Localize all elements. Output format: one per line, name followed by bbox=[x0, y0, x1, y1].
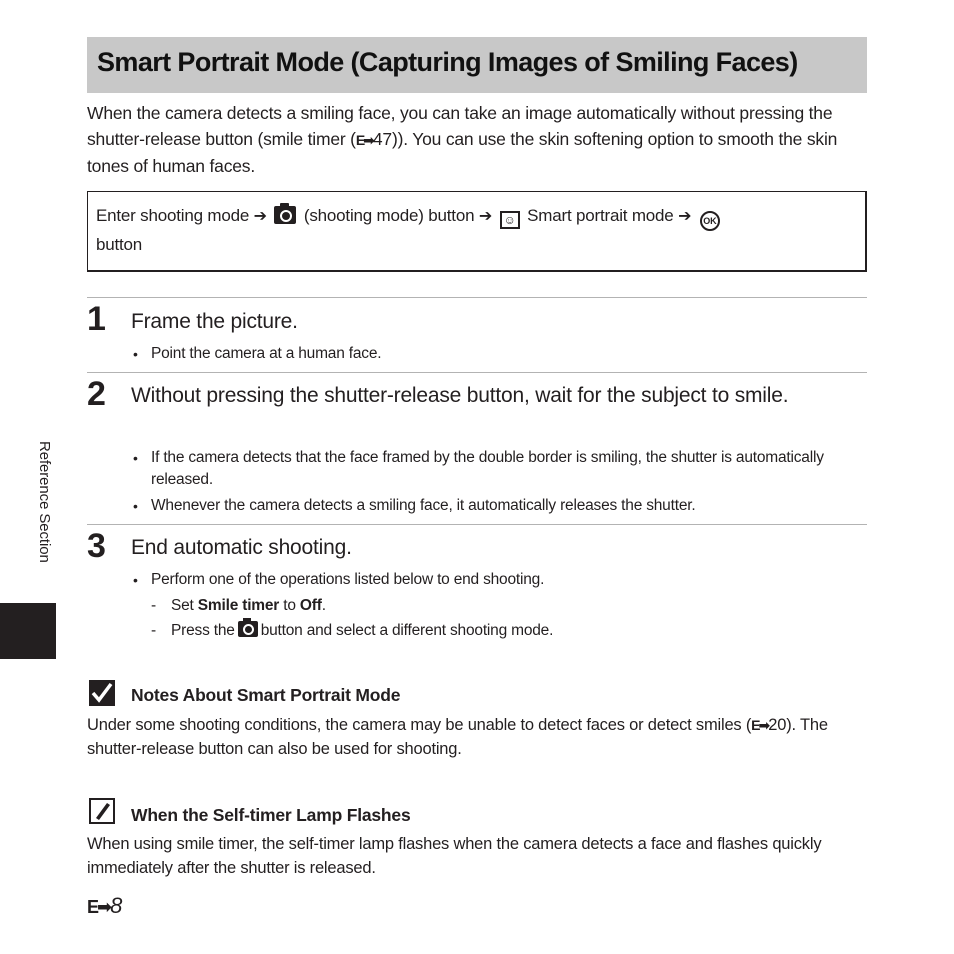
step-2-text: Without pressing the shutter-release button, wait for the subject to smile. bbox=[131, 384, 789, 407]
intro-paragraph bbox=[87, 100, 857, 179]
step-2-bullet: • Whenever the camera detects a smiling face, it automatically releases the shutter. bbox=[151, 495, 851, 517]
reference-section-icon: E➡ bbox=[87, 897, 111, 917]
step-1-text: Frame the picture. bbox=[131, 310, 298, 333]
step-2-bullet: • If the camera detects that the face framed by the double border is smiling, the shutter is automatically released. bbox=[151, 447, 851, 491]
pencil-note-icon bbox=[89, 798, 115, 824]
divider bbox=[87, 372, 867, 373]
note-heading: When the Self-timer Lamp Flashes bbox=[131, 805, 411, 825]
procedure-step-ok-button: button bbox=[96, 235, 143, 254]
step-2-number: 2 bbox=[87, 375, 106, 413]
procedure-step-smart-portrait: Smart portrait mode bbox=[527, 206, 674, 225]
note-body: When using smile timer, the self-timer lamp flashes when the camera detects a face and flashes quickly immediately after the shutter is released. bbox=[87, 835, 822, 877]
note-heading: Notes About Smart Portrait Mode bbox=[131, 685, 401, 705]
step-3-text: End automatic shooting. bbox=[131, 536, 352, 559]
camera-icon bbox=[274, 206, 296, 224]
reference-section-icon: E➡ bbox=[355, 132, 373, 148]
arrow-icon: ➔ bbox=[253, 208, 267, 225]
arrow-icon: ➔ bbox=[478, 208, 493, 225]
setting-name: Smile timer bbox=[197, 597, 280, 614]
intro-text-after: )). You can use the skin softening option to smooth the skin tones of human faces. bbox=[87, 129, 838, 176]
divider bbox=[87, 524, 867, 525]
ok-icon: OK bbox=[700, 211, 720, 231]
procedure-box bbox=[87, 191, 867, 272]
smart-portrait-icon: ☺ bbox=[500, 211, 520, 229]
step-3-subitem-smile-timer: - Set Smile timer to Off. bbox=[171, 595, 851, 617]
setting-value: Off bbox=[299, 597, 322, 614]
intro-ref-page: 47 bbox=[372, 129, 392, 149]
side-section-label: Reference Section bbox=[36, 441, 53, 563]
procedure-step-button: (shooting mode) button bbox=[303, 206, 475, 225]
step-1-number: 1 bbox=[87, 300, 106, 338]
divider bbox=[87, 297, 867, 298]
page-number: E➡8 bbox=[87, 891, 122, 922]
step-3-number: 3 bbox=[87, 527, 106, 565]
title-bar bbox=[87, 37, 867, 93]
note-body: Under some shooting conditions, the camera may be unable to detect faces or detect smiles (E➡20). The shutter-release button can also be used for shooting. bbox=[87, 713, 857, 761]
caution-check-icon bbox=[89, 680, 115, 706]
procedure-step-shooting-mode: Enter shooting mode bbox=[96, 206, 250, 225]
page-title: Smart Portrait Mode (Capturing Images of Smiling Faces) bbox=[97, 47, 798, 77]
arrow-icon: ➔ bbox=[678, 208, 692, 225]
step-1-bullet: • Point the camera at a human face. bbox=[151, 343, 851, 365]
intro-text-before: When the camera detects a smiling face, you can take an image automatically without pressing the shutter-release button (smile timer ( bbox=[87, 103, 833, 149]
step-3-bullet: • Perform one of the operations listed below to end shooting. bbox=[151, 569, 851, 591]
reference-section-icon: E➡ bbox=[751, 717, 769, 733]
camera-icon bbox=[238, 621, 258, 637]
step-3-subitem-press-button: - Press the button and select a different shooting mode. bbox=[171, 620, 851, 642]
side-section-tab bbox=[0, 603, 56, 659]
